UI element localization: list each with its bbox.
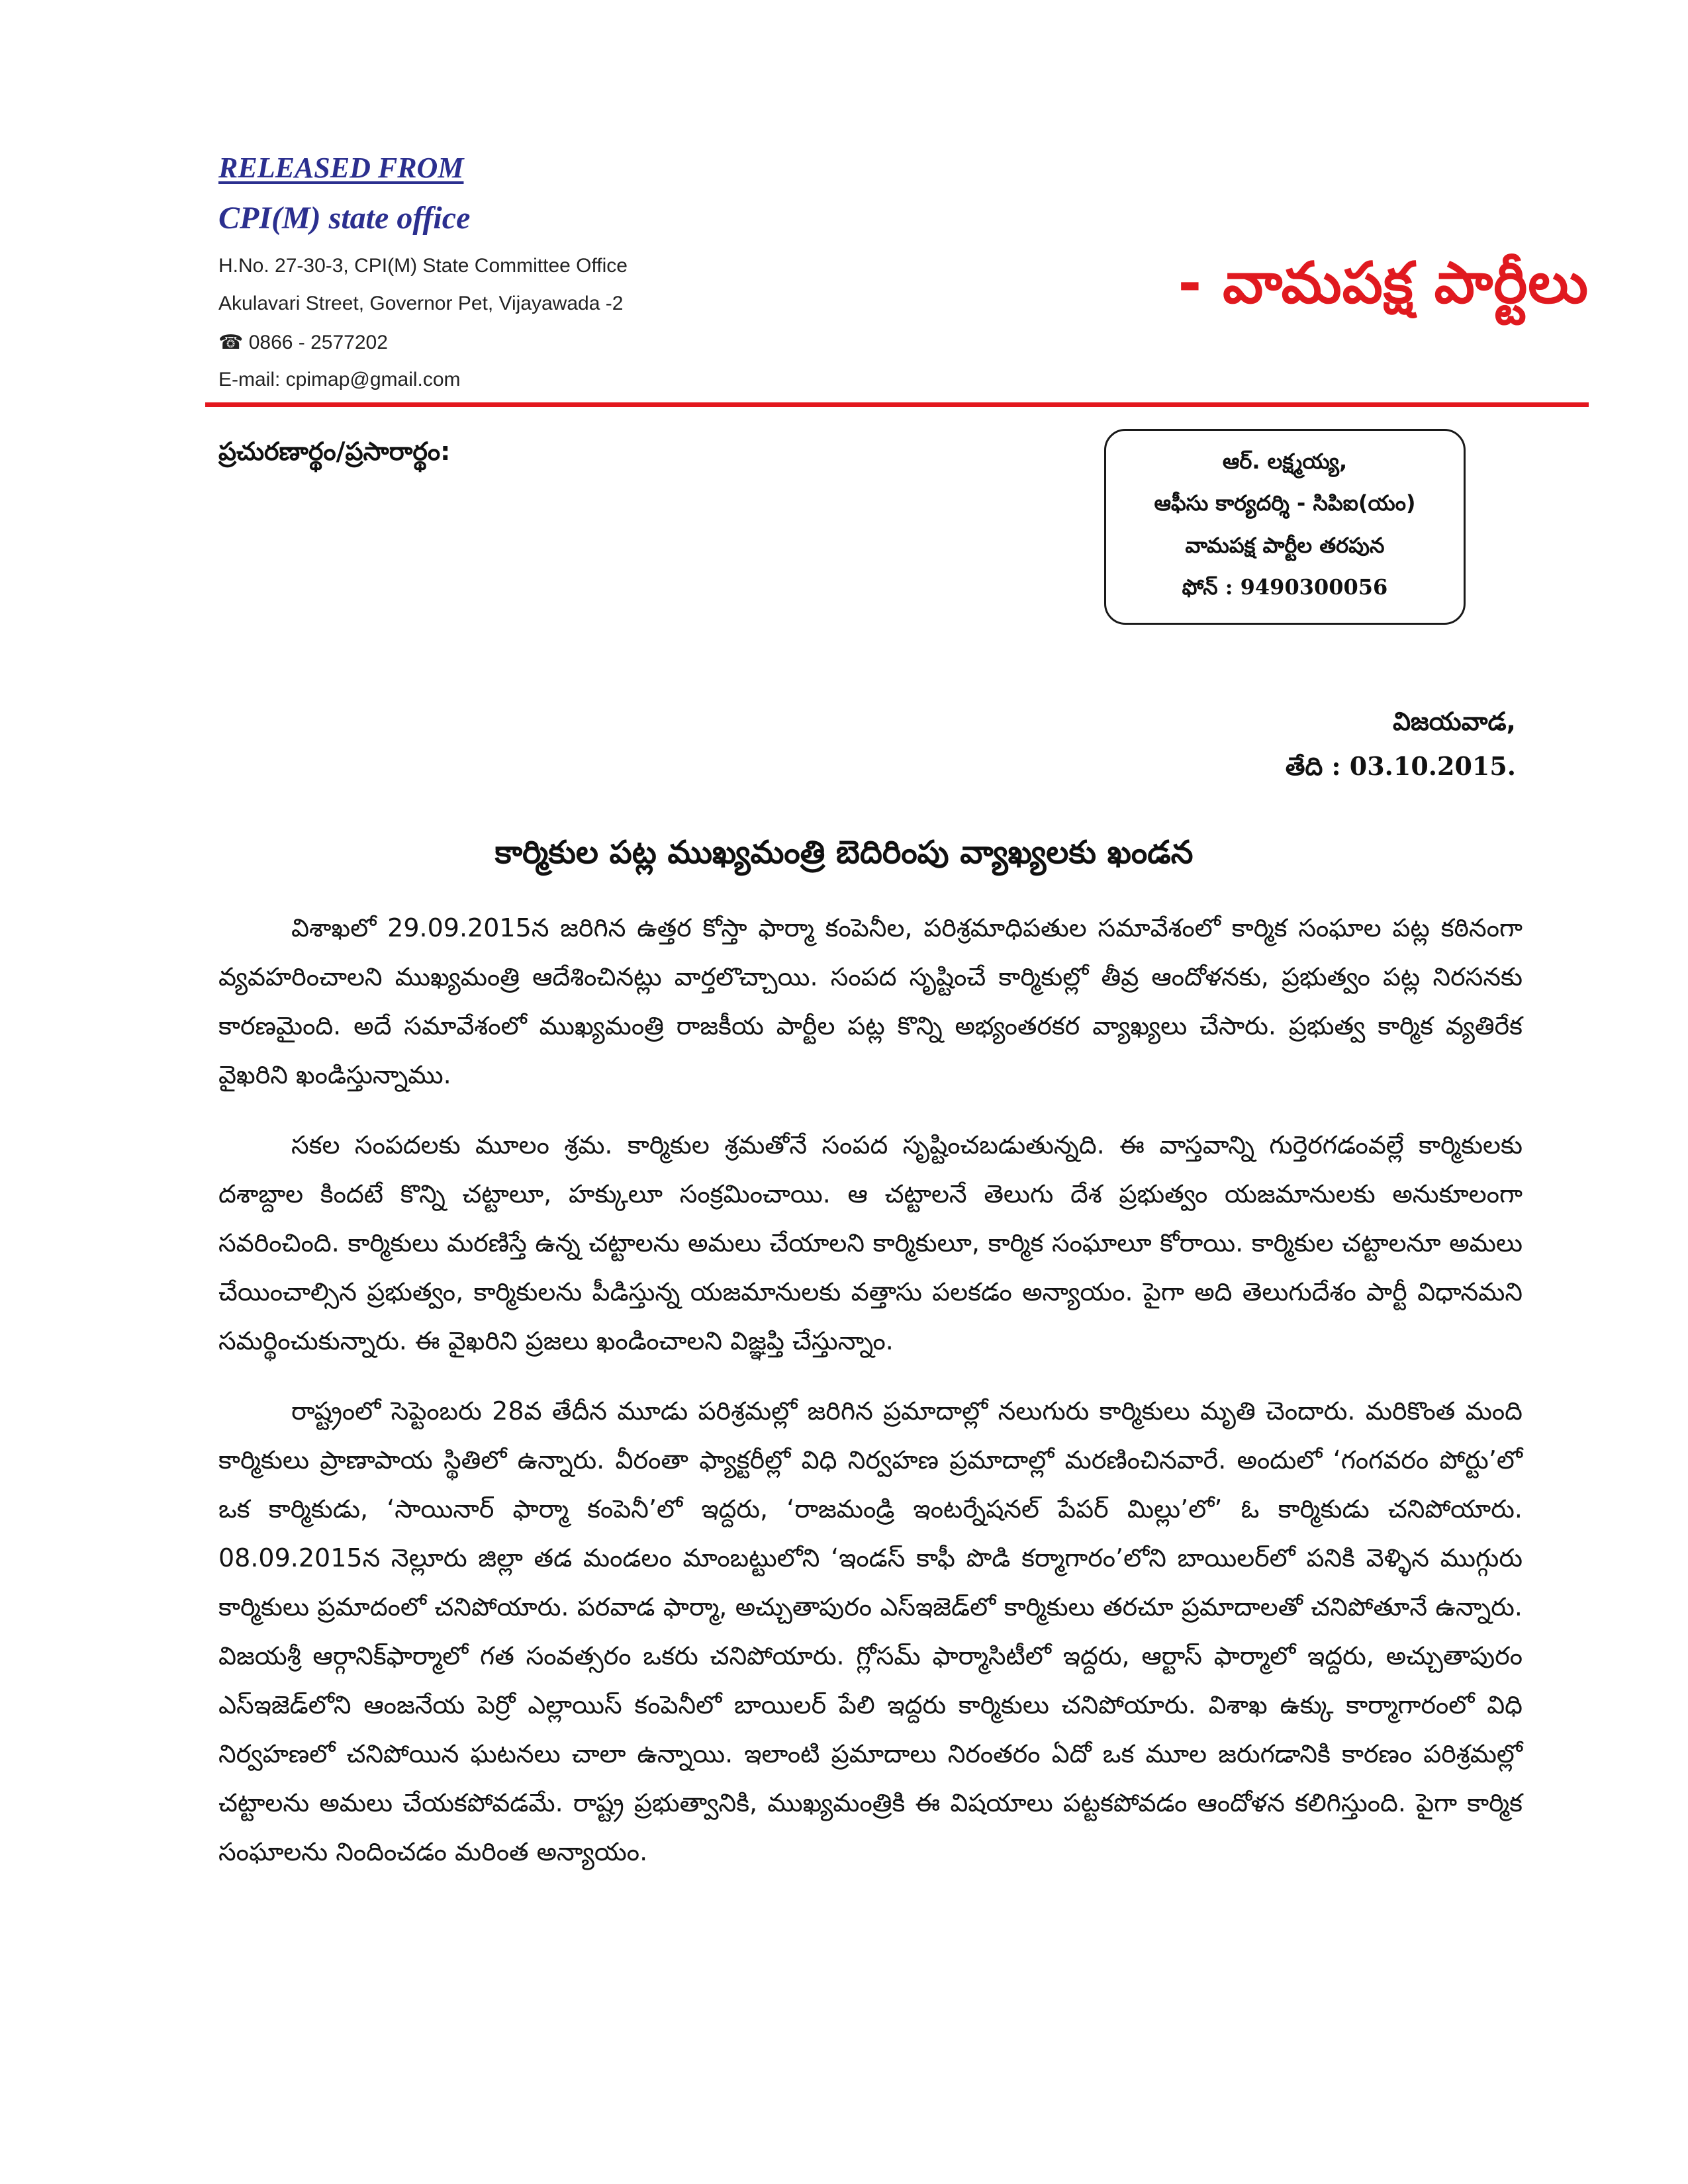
brand-title: - వామపక్ష పార్టీలు [1178, 250, 1589, 316]
office-title: CPI(M) state office [218, 201, 471, 236]
office-phone: 0866 - 2577202 [248, 332, 388, 353]
paragraph-2: సకల సంపదలకు మూలం శ్రమ. కార్మికుల శ్రమతోనే సంపద సృష్టించబడుతున్నది. ఈ వాస్తవాన్ని గుర్తెరగడంవల్లే కార్మికులకు దశాబ్దాల కిందటే కొన్ని చట్టాలూ, హక్కులూ సంక్రమించాయి. ఆ చట్టాలనే తెలుగు దేశ ప్రభుత్వం యజమానులకు అనుకూలంగా సవరించింది. కార్మికులు మరణిస్తే ఉన్న చట్టాలను అమలు చేయాలని కార్మికులూ, కార్మిక సంఘాలూ కోరాయి. కార్మికుల చట్టాలనూ అమలు చేయించాల్సిన ప్రభుత్వం, కార్మికులను పీడిస్తున్న యజమానులకు వత్తాసు పలకడం అన్యాయం. పైగా అది తెలుగుదేశం పార్టీ విధానమని సమర్థించుకున్నారు. ఈ వైఖరిని ప్రజలు ఖండించాలని విజ్ఞప్తి చేస్తున్నాం. [218, 1130, 1523, 1355]
paragraph-3: రాష్ట్రంలో సెప్టెంబరు 28వ తేదీన మూడు పరిశ్రమల్లో జరిగిన ప్రమాదాల్లో నలుగురు కార్మికులు మృతి చెందారు. మరికొంత మంది కార్మికులు ప్రాణాపాయ స్థితిలో ఉన్నారు. వీరంతా ఫ్యాక్టరీల్లో విధి నిర్వహణ ప్రమాదాల్లో మరణించినవారే. అందులో ‘గంగవరం పోర్టు’లో ఒక కార్మికుడు, ‘సాయినార్ ఫార్మా కంపెనీ’లో ఇద్దరు, ‘రాజమండ్రి ఇంటర్నేషనల్ పేపర్ మిల్లు’లో’ ఓ కార్మికుడు చనిపోయారు. 08.09.2015న నెల్లూరు జిల్లా తడ మండలం మాంబట్టులోని ‘ఇండస్ కాఫీ పొడి కర్మాగారం’లోని బాయిలర్‌లో పనికి వెళ్ళిన ముగ్గురు కార్మికులు ప్రమాదంలో చనిపోయారు. పరవాడ ఫార్మా, అచ్చుతాపురం ఎస్ఇజెడ్‌లో కార్మికులు తరచూ ప్రమాదాలతో చనిపోతూనే ఉన్నారు. విజయశ్రీ ఆర్గానిక్‌ఫార్మాలో గత సంవత్సరం ఒకరు చనిపోయారు. గ్లోసమ్ ఫార్మాసిటీలో ఇద్దరు, ఆర్టాస్ ఫార్మాలో ఇద్దరు, అచ్చుతాపురం ఎస్ఇజెడ్‌లోని ఆంజనేయ పెర్రో ఎల్లాయిస్ కంపెనీలో బాయిలర్ పేలి ఇద్దరు కార్మికులు చనిపోయారు. విశాఖ ఉక్కు కార్మాగారంలో విధి నిర్వహణలో చనిపోయిన ఘటనలు చాలా ఉన్నాయి. ఇలాంటి ప్రమాదాలు నిరంతరం ఏదో ఒక మూల జరుగడానికి కారణం పరిశ్రమల్లో చట్టాలను అమలు చేయకపోవడమే. రాష్ట్ర ప్రభుత్వానికి, ముఖ్యమంత్రికి ఈ విషయాలు పట్టకపోవడం ఆందోళన కలిగిస్తుంది. పైగా కార్మిక సంఘాలను నిందించడం మరింత అన్యాయం. [218, 1396, 1523, 1866]
released-from-heading: RELEASED FROM [218, 152, 464, 184]
document-heading: కార్మికుల పట్ల ముఖ్యమంత్రి బెదిరింపు వ్యాఖ్యలకు ఖండన [494, 834, 1194, 871]
date: తేది : 03.10.2015. [1285, 751, 1516, 781]
contact-phone: ఫోన్ : 9490300056 [1182, 574, 1388, 600]
email-line: E-mail: cpimap@gmail.com [218, 369, 461, 390]
contact-box [1104, 429, 1466, 625]
address-line-2: Akulavari Street, Governor Pet, Vijayawada -2 [218, 293, 624, 314]
paragraph-1: విశాఖలో 29.09.2015న జరిగిన ఉత్తర కోస్తా ఫార్మా కంపెనీల, పరిశ్రమాధిపతుల సమావేశంలో కార్మిక సంఘాల పట్ల కఠినంగా వ్యవహరించాలని ముఖ్యమంత్రి ఆదేశించినట్లు వార్తలొచ్చాయి. సంపద సృష్టించే కార్మికుల్లో తీవ్ర ఆందోళనకు, ప్రభుత్వం పట్ల నిరసనకు కారణమైంది. అదే సమావేశంలో ముఖ్యమంత్రి రాజకీయ పార్టీల పట్ల కొన్ని అభ్యంతరకర వ్యాఖ్యలు చేసారు. ప్రభుత్వ కార్మిక వ్యతిరేక వైఖరిని ఖండిస్తున్నాము. [218, 913, 1523, 1089]
contact-on-behalf: వామపక్ష పార్టీల తరపున [1185, 532, 1385, 558]
address-line-1: H.No. 27-30-3, CPI(M) State Committee Office [218, 255, 628, 277]
phone-line [218, 331, 388, 354]
distribution-label: ప్రచురణార్థం/ప్రసారార్థం: [218, 437, 451, 466]
contact-name: ఆర్. లక్ష్మయ్య, [1222, 449, 1348, 475]
header-divider [205, 402, 1589, 407]
place: విజయవాడ, [1392, 707, 1516, 736]
contact-designation: ఆఫీసు కార్యదర్శి - సిపిఐ(యం) [1154, 490, 1416, 516]
phone-icon: ☎ [218, 332, 244, 353]
document-body [218, 903, 1523, 1897]
